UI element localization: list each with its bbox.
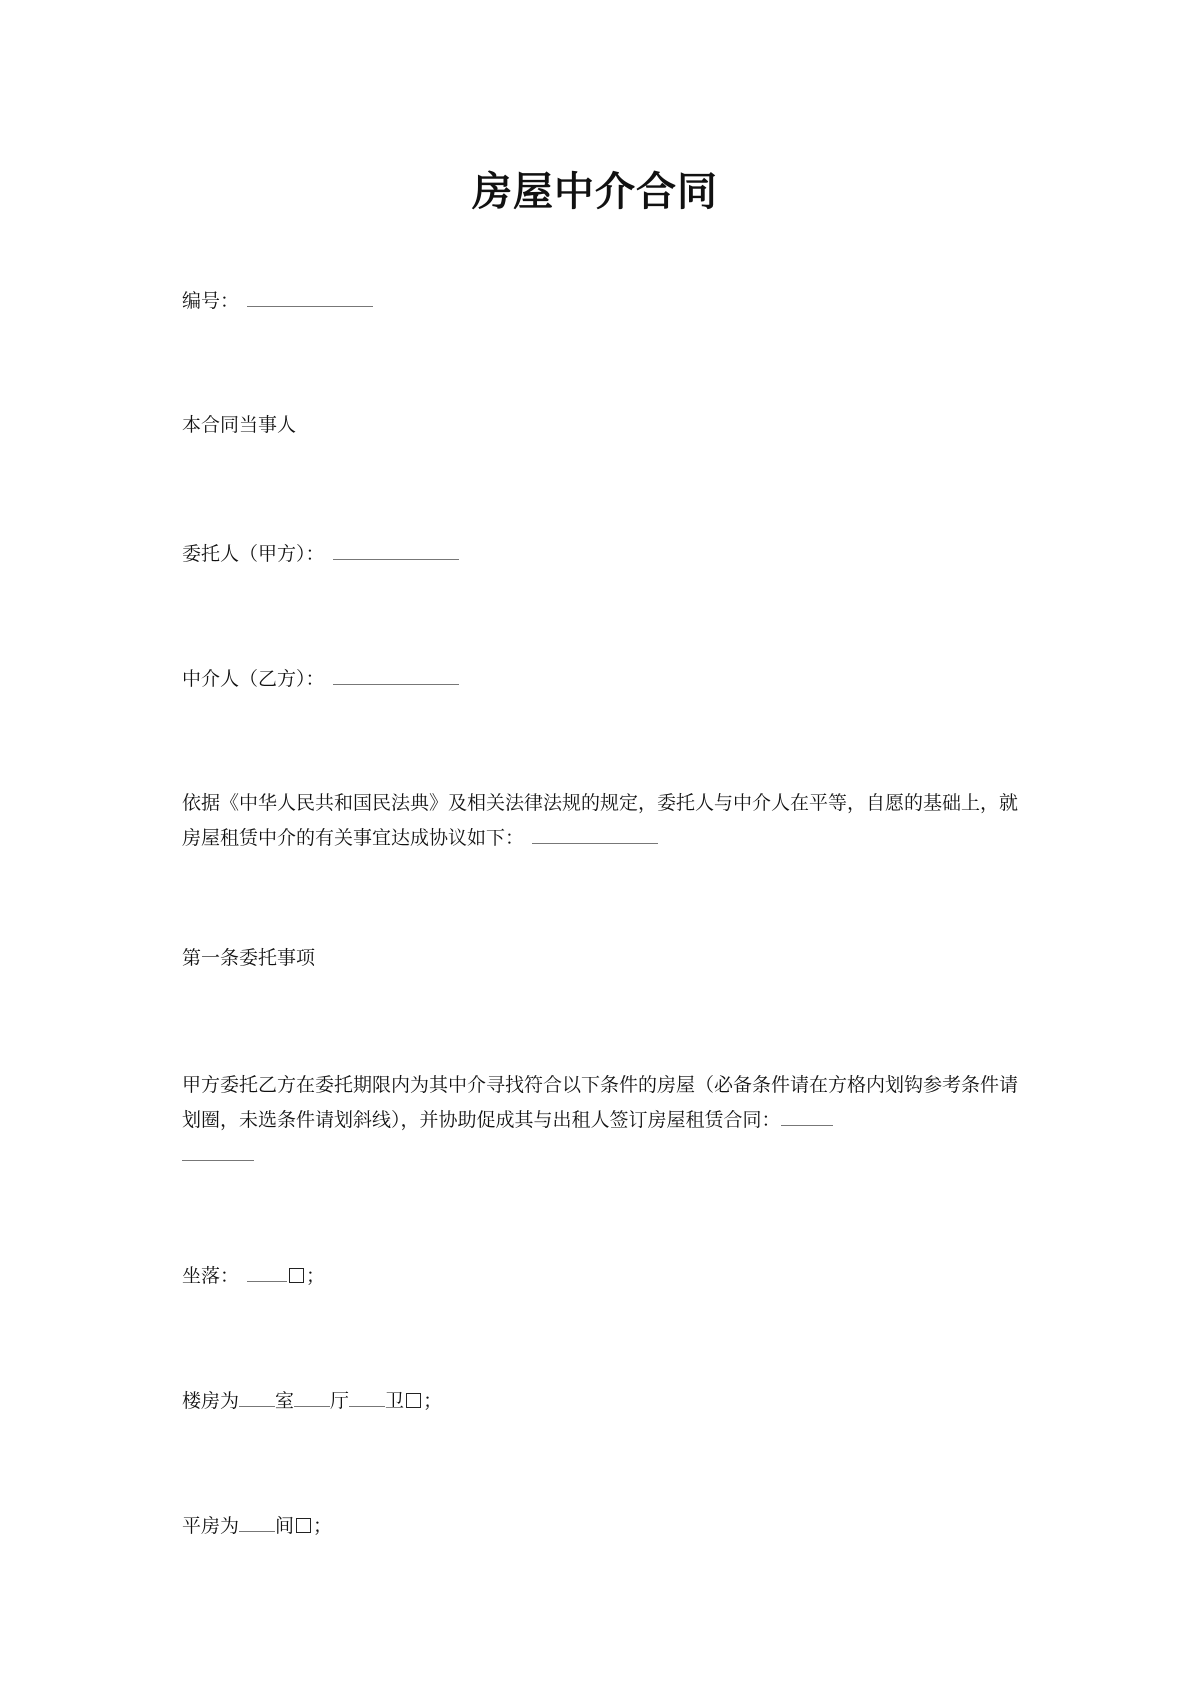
principal-line — [182, 541, 459, 566]
preamble-text: 依据《中华人民共和国民法典》及相关法律法规的规定，委托人与中介人在平等，自愿的基础上，就房屋租赁中介的有关事宜达成协议如下： — [182, 792, 1019, 849]
building-checkbox[interactable] — [406, 1393, 421, 1408]
agent-blank — [333, 666, 459, 685]
bath-count-blank — [349, 1388, 385, 1407]
location-label: 坐落： — [182, 1265, 240, 1287]
building-line — [182, 1388, 442, 1413]
agent-line — [182, 666, 459, 691]
preamble-blank — [532, 825, 658, 844]
principal-label: 委托人（甲方）： — [182, 543, 325, 565]
contract-number-line — [182, 288, 373, 313]
article1-text: 甲方委托乙方在委托期限内为其中介寻找符合以下条件的房屋（必备条件请在方格内划钩参考条件请划圈，未选条件请划斜线），并协助促成其与出租人签订房屋租赁合同： — [182, 1074, 1019, 1131]
article1-heading: 第一条委托事项 — [182, 947, 316, 969]
building-label: 楼房为 — [182, 1390, 240, 1412]
article1-paragraph — [182, 1068, 1018, 1173]
location-end: ； — [306, 1265, 326, 1287]
document-title: 房屋中介合同 — [472, 168, 718, 215]
hall-unit: 厅 — [330, 1390, 350, 1412]
article1-blank-a — [781, 1107, 833, 1126]
hall-count-blank — [294, 1388, 330, 1407]
bungalow-count-blank — [239, 1513, 275, 1532]
room-unit: 室 — [275, 1390, 295, 1412]
room-count-blank — [239, 1388, 275, 1407]
bungalow-label: 平房为 — [182, 1515, 240, 1537]
bath-unit: 卫 — [385, 1390, 405, 1412]
bungalow-line — [182, 1513, 332, 1538]
location-checkbox[interactable] — [289, 1268, 304, 1283]
preamble-paragraph — [182, 786, 1018, 856]
location-line — [182, 1263, 325, 1288]
contract-number-blank — [247, 288, 373, 307]
contract-number-label: 编号： — [182, 290, 240, 312]
location-blank — [247, 1263, 287, 1282]
article1-blank-b — [182, 1142, 254, 1161]
principal-blank — [333, 541, 459, 560]
bungalow-unit: 间 — [275, 1515, 295, 1537]
bungalow-checkbox[interactable] — [296, 1518, 311, 1533]
bungalow-end: ； — [313, 1515, 333, 1537]
parties-heading: 本合同当事人 — [182, 414, 297, 436]
agent-label: 中介人（乙方）： — [182, 668, 325, 690]
building-end: ； — [423, 1390, 443, 1412]
